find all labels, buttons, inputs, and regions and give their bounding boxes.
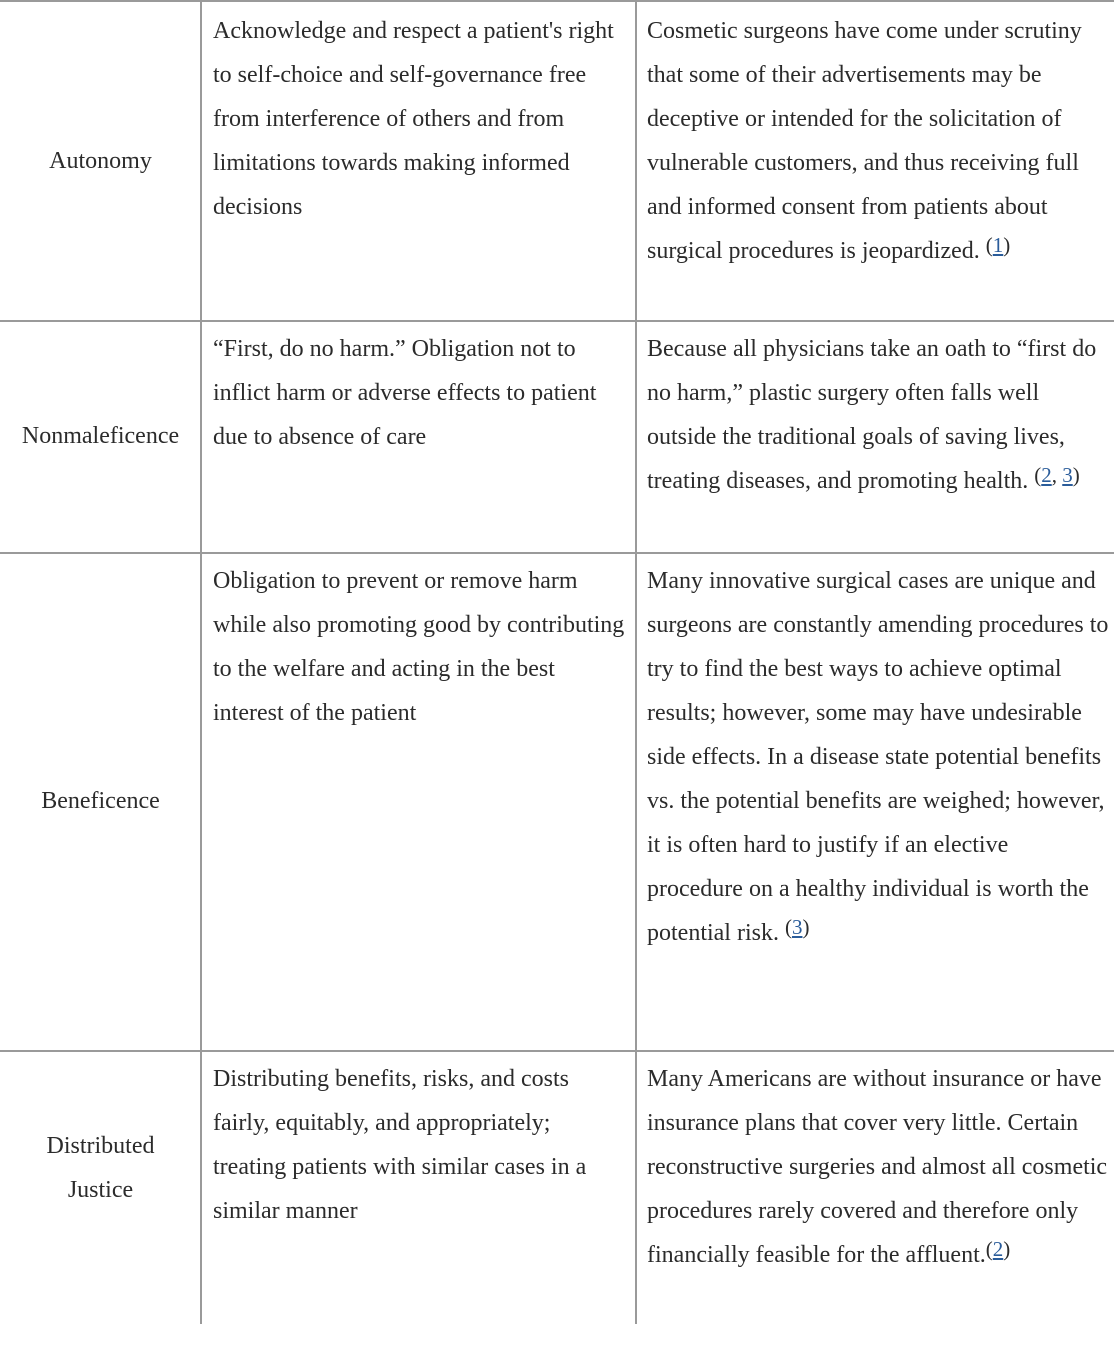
table-row	[0, 2, 1114, 322]
principle-cell	[0, 1050, 201, 1286]
citation-separator: ,	[1051, 463, 1063, 487]
example-text: Many Americans are without insurance or have insurance plans that cover very little. Certain reconstructive surgeries and almost all cosmetic procedures rarely covered and therefore only financially feasible for the affluent.	[647, 1066, 1108, 1268]
principle-cell	[0, 2, 201, 320]
citation-link-3[interactable]: 3	[1062, 463, 1073, 487]
citation-open: (	[985, 1237, 993, 1261]
principle-label: Beneficence	[41, 788, 160, 814]
principle-label: Distributed Justice	[46, 1133, 155, 1203]
definition-text: “First, do no harm.” Obligation not to inflict harm or adverse effects to patient due to absence of care	[213, 336, 597, 450]
citation-link-2[interactable]: 2	[1041, 463, 1052, 487]
example-text: Because all physicians take an oath to “first do no harm,” plastic surgery often falls well outside the traditional goals of saving lives, treating diseases, and promoting health.	[647, 336, 1097, 494]
example-cell	[647, 1057, 1109, 1277]
citation-link-3[interactable]: 3	[791, 915, 803, 939]
definition-cell	[213, 559, 629, 735]
definition-text: Distributing benefits, risks, and costs fairly, equitably, and appropriately; treating patients with similar cases in a similar manner	[213, 1066, 587, 1224]
definition-cell	[213, 327, 629, 459]
citation	[986, 1237, 1011, 1261]
citation-open: (	[1034, 463, 1042, 487]
definition-cell	[213, 1057, 629, 1233]
example-text: Cosmetic surgeons have come under scrutiny that some of their advertisements may be deceptive or intended for the solicitation of vulnerable customers, and thus receiving full and informed consent from patients about surgical procedures is jeopardized.	[647, 18, 1082, 264]
example-cell	[647, 327, 1109, 503]
table-row	[0, 552, 1114, 1052]
principle-cell	[0, 552, 201, 1050]
citation-link-2[interactable]: 2	[992, 1237, 1004, 1261]
principle-cell	[0, 320, 201, 552]
citation-close: )	[1003, 1237, 1011, 1261]
citation-close: )	[1072, 463, 1080, 487]
column-divider	[635, 1050, 637, 1324]
definition-text: Obligation to prevent or remove harm while also promoting good by contributing to the welfare and acting in the best interest of the patient	[213, 568, 625, 726]
principle-label: Nonmaleficence	[21, 423, 180, 449]
definition-cell	[213, 9, 629, 229]
principle-label: Autonomy	[49, 148, 152, 174]
citation-close: )	[802, 915, 810, 939]
citation-close: )	[1003, 233, 1011, 257]
citation-open: (	[985, 233, 993, 257]
example-cell	[647, 559, 1109, 955]
column-divider	[635, 320, 637, 552]
citation-open: (	[784, 915, 792, 939]
definition-text: Acknowledge and respect a patient's right to self-choice and self-governance free from interference of others and from limitations towards making informed decisions	[213, 18, 614, 220]
column-divider	[635, 552, 637, 1050]
citation	[1034, 463, 1080, 487]
citation	[785, 915, 810, 939]
citation-link-1[interactable]: 1	[992, 233, 1004, 257]
table-row	[0, 320, 1114, 554]
example-cell	[647, 9, 1109, 273]
citation	[986, 233, 1011, 257]
example-text: Many innovative surgical cases are unique and surgeons are constantly amending procedures to try to find the best ways to achieve optimal results; however, some may have undesirable side effects. In a disease state potential benefits vs. the potential benefits are weighed; however, it is often hard to justify if an elective procedure on a healthy individual is worth the potential risk.	[647, 568, 1109, 946]
table-row	[0, 1050, 1114, 1324]
column-divider	[635, 2, 637, 320]
